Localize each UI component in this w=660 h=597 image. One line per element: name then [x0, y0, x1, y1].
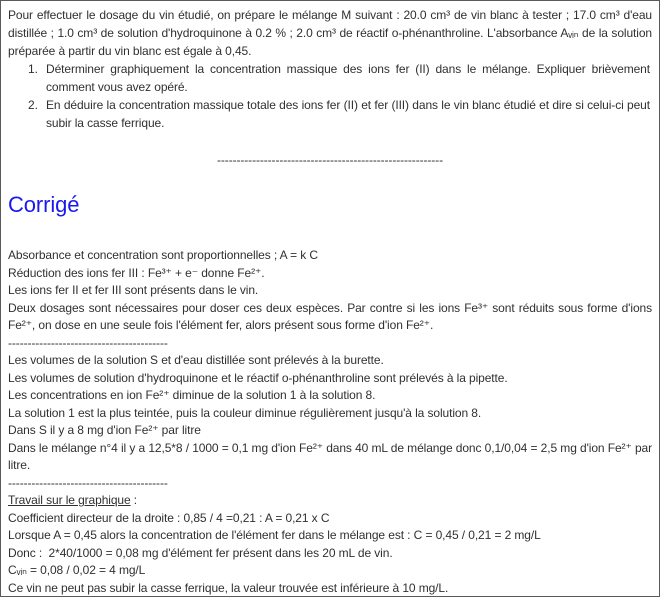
line-lorsque: Lorsque A = 0,45 alors la concentration de l'élément fer dans le mélange est : C = 0,45 / 0,21 = 2 mg/L	[8, 528, 541, 542]
graph-work-title: Travail sur le graphique	[8, 493, 131, 507]
question-item-text: Déterminer graphiquement la concentration massique des ions fer (II) dans le mélange. Expliquer brièvement comment vous avez opéré.	[46, 62, 650, 94]
question-list	[8, 60, 652, 132]
line-coefficient: Coefficient directeur de la droite : 0,85 / 4 =0,21 : A = 0,21 x C	[8, 510, 330, 525]
question-item-text: En déduire la concentration massique totale des ions fer (II) et fer (III) dans le vin blanc étudié et dire si celui-ci peut subir la casse ferrique.	[46, 98, 650, 130]
question-paragraph: Pour effectuer le dosage du vin étudié, on prépare le mélange M suivant : 20.0 cm³ de vin blanc à tester ; 17.0 cm³ d'eau distillée ; 1.0 cm³ de solution d'hydroquinone à 0.2 % ; 2.0 cm³ de réactif o-phénanthroline. L'absorbance Aᵥᵢₙ de la solution préparée à partir du vin blanc est égale à 0,45.	[8, 8, 652, 58]
line-reduction: Réduction des ions fer III : Fe³⁺ + e⁻ donne Fe²⁺.	[8, 265, 265, 280]
dashed-separator: -----------------------------------------	[8, 335, 168, 350]
line-concentrations: Les concentrations en ion Fe²⁺ diminue de la solution 1 à la solution 8.	[8, 388, 376, 402]
question-item-number: 2.	[28, 98, 38, 112]
line-cvin: Cᵥᵢₙ = 0,08 / 0,02 = 4 mg/L	[8, 563, 146, 577]
line-donc: Donc : 2*40/1000 = 0,08 mg d'élément fer présent dans les 20 mL de vin.	[8, 545, 393, 560]
line-burette: Les volumes de la solution S et d'eau distillée sont prélevés à la burette.	[8, 353, 384, 367]
centered-dashed-separator: ----------------------------------------------------------	[217, 153, 443, 167]
dashed-separator: -----------------------------------------	[8, 475, 168, 490]
line-conclusion: Ce vin ne peut pas subir la casse ferrique, la valeur trouvée est inférieure à 10 mg/L.	[8, 580, 449, 595]
line-proportionnelle: Absorbance et concentration sont proportionnelles ; A = k C	[8, 248, 318, 262]
question-item-2	[28, 96, 652, 132]
paragraph-melange4: Dans le mélange n°4 il y a 12,5*8 / 1000 = 0,1 mg d'ion Fe²⁺ dans 40 mL de mélange donc 0,1/0,04 = 2,5 mg d'ion Fe²⁺ par litre.	[8, 440, 652, 472]
line-ions-presents: Les ions fer II et fer III sont présents dans le vin.	[8, 283, 259, 297]
corrige-heading: Corrigé	[8, 192, 80, 217]
question-item-1	[28, 60, 652, 96]
graph-work-heading	[8, 492, 652, 510]
paragraph-deux-dosages: Deux dosages sont nécessaires pour doser ces deux espèces. Par contre si les ions Fe³⁺ sont réduits sous forme d'ions Fe²⁺, on dose en une seule fois l'élément fer, alors présent sous forme d'ion Fe²⁺.	[8, 300, 652, 332]
line-teintee: La solution 1 est la plus teintée, puis la couleur diminue régulièrement jusqu'à la solution 8.	[8, 405, 482, 420]
corrige-body	[8, 247, 652, 597]
question-item-number: 1.	[28, 62, 38, 76]
line-pipette: Les volumes de solution d'hydroquinone et le réactif o-phénanthroline sont prélevés à la pipette.	[8, 370, 508, 385]
graph-work-title-suffix: :	[130, 493, 138, 507]
line-dans-s: Dans S il y a 8 mg d'ion Fe²⁺ par litre	[8, 423, 201, 437]
